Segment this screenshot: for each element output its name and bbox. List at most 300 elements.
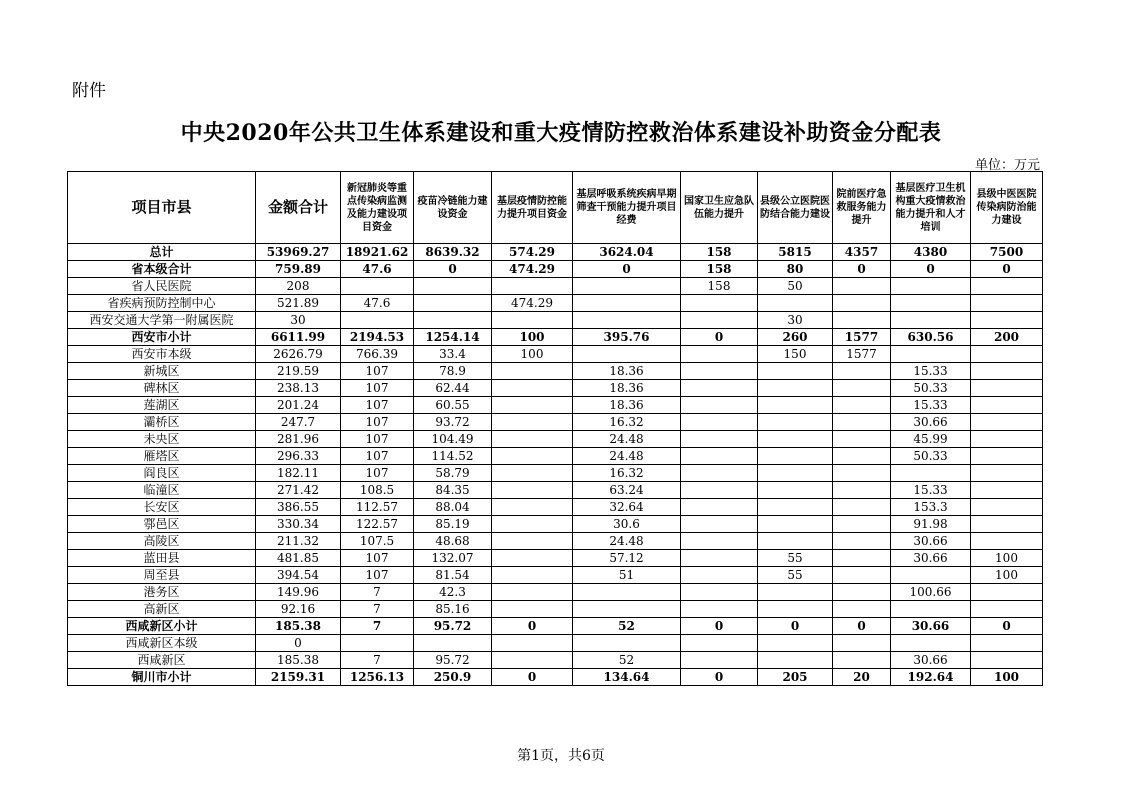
value-cell: 62.44 [414,380,492,397]
value-cell [833,278,891,295]
value-cell [492,448,573,465]
value-cell [758,601,833,618]
header-col-4: 基层疫情防控能力提升项目资金 [492,172,573,244]
value-cell: 149.96 [256,584,341,601]
value-cell [833,414,891,431]
value-cell: 208 [256,278,341,295]
value-cell [758,584,833,601]
value-cell: 107.5 [341,533,414,550]
value-cell: 60.55 [414,397,492,414]
table-row [68,652,1043,669]
value-cell [833,499,891,516]
value-cell: 95.72 [414,652,492,669]
value-cell [971,448,1043,465]
value-cell [891,567,971,584]
value-cell: 107 [341,431,414,448]
value-cell: 18.36 [573,380,681,397]
value-cell [833,397,891,414]
value-cell [758,363,833,380]
value-cell [971,499,1043,516]
value-cell: 63.24 [573,482,681,499]
row-label-cell: 雁塔区 [68,448,256,465]
value-cell [492,431,573,448]
value-cell: 18.36 [573,397,681,414]
value-cell [971,414,1043,431]
value-cell [971,346,1043,363]
value-cell: 57.12 [573,550,681,567]
page-footer: 第1页，共6页 [517,748,605,764]
value-cell: 630.56 [891,329,971,346]
value-cell [971,380,1043,397]
table-subtotal-row [68,669,1043,686]
value-cell [573,278,681,295]
value-cell [833,295,891,312]
value-cell: 481.85 [256,550,341,567]
value-cell [833,465,891,482]
value-cell: 2626.79 [256,346,341,363]
value-cell [492,465,573,482]
value-cell [971,363,1043,380]
header-project-county: 项目市县 [68,172,256,244]
value-cell: 521.89 [256,295,341,312]
value-cell: 281.96 [256,431,341,448]
value-cell: 24.48 [573,533,681,550]
value-cell: 16.32 [573,465,681,482]
value-cell [681,516,758,533]
value-cell [758,652,833,669]
value-cell [681,601,758,618]
value-cell: 0 [833,261,891,278]
value-cell [681,448,758,465]
value-cell: 78.9 [414,363,492,380]
value-cell: 107 [341,550,414,567]
value-cell [971,295,1043,312]
value-cell: 50 [758,278,833,295]
value-cell [681,652,758,669]
value-cell: 100 [492,346,573,363]
document-title: 中央2020年公共卫生体系建设和重大疫情防控救治体系建设补助资金分配表 [180,120,942,146]
table-row [68,312,1043,329]
value-cell: 158 [681,278,758,295]
value-cell: 0 [256,635,341,652]
value-cell [341,635,414,652]
value-cell: 182.11 [256,465,341,482]
header-col-10: 县级中医医院传染病防治能力建设 [971,172,1043,244]
value-cell: 0 [492,669,573,686]
table-row [68,550,1043,567]
value-cell: 0 [681,329,758,346]
value-cell: 394.54 [256,567,341,584]
row-label-cell: 临潼区 [68,482,256,499]
value-cell [414,295,492,312]
value-cell [833,516,891,533]
value-cell: 260 [758,329,833,346]
unit-label: 单位：万元 [974,158,1040,173]
value-cell: 219.59 [256,363,341,380]
value-cell [573,584,681,601]
value-cell [833,431,891,448]
header-col-5: 基层呼吸系统疾病早期筛查干预能力提升项目经费 [573,172,681,244]
value-cell: 16.32 [573,414,681,431]
value-cell [573,295,681,312]
value-cell [833,312,891,329]
value-cell: 185.38 [256,618,341,635]
value-cell: 80 [758,261,833,278]
value-cell [971,516,1043,533]
value-cell: 107 [341,448,414,465]
table-row [68,516,1043,533]
table-row [68,414,1043,431]
value-cell [681,363,758,380]
value-cell: 52 [573,652,681,669]
value-cell: 200 [971,329,1043,346]
value-cell: 100 [971,567,1043,584]
value-cell: 95.72 [414,618,492,635]
value-cell: 4380 [891,244,971,261]
value-cell [891,635,971,652]
value-cell [833,363,891,380]
value-cell: 51 [573,567,681,584]
value-cell: 100 [971,669,1043,686]
value-cell [681,346,758,363]
value-cell: 15.33 [891,482,971,499]
value-cell: 386.55 [256,499,341,516]
table-subtotal-row [68,261,1043,278]
row-label-cell: 省疾病预防控制中心 [68,295,256,312]
value-cell: 88.04 [414,499,492,516]
table-row [68,499,1043,516]
value-cell [758,448,833,465]
attachment-label: 附件 [72,81,106,101]
row-label-cell: 碑林区 [68,380,256,397]
value-cell: 30 [256,312,341,329]
value-cell [492,533,573,550]
value-cell: 33.4 [414,346,492,363]
value-cell: 32.64 [573,499,681,516]
value-cell: 50.33 [891,448,971,465]
value-cell [681,533,758,550]
value-cell: 30 [758,312,833,329]
value-cell: 2194.53 [341,329,414,346]
value-cell [492,380,573,397]
value-cell [681,465,758,482]
value-cell: 107 [341,363,414,380]
value-cell: 0 [414,261,492,278]
value-cell: 55 [758,550,833,567]
row-label-cell: 西安市小计 [68,329,256,346]
value-cell: 0 [971,618,1043,635]
value-cell [492,414,573,431]
value-cell: 18.36 [573,363,681,380]
table-row [68,482,1043,499]
value-cell: 47.6 [341,295,414,312]
table-row [68,584,1043,601]
value-cell [681,295,758,312]
value-cell: 100.66 [891,584,971,601]
value-cell: 185.38 [256,652,341,669]
row-label-cell: 新城区 [68,363,256,380]
row-label-cell: 铜川市小计 [68,669,256,686]
value-cell: 7 [341,618,414,635]
value-cell [492,567,573,584]
table-row [68,533,1043,550]
value-cell: 50.33 [891,380,971,397]
value-cell [492,397,573,414]
value-cell: 107 [341,414,414,431]
value-cell: 107 [341,465,414,482]
value-cell [681,380,758,397]
value-cell: 158 [681,261,758,278]
value-cell: 1256.13 [341,669,414,686]
value-cell [833,567,891,584]
value-cell: 30.66 [891,550,971,567]
value-cell [833,533,891,550]
value-cell [971,601,1043,618]
table-row [68,567,1043,584]
value-cell: 0 [891,261,971,278]
value-cell: 100 [492,329,573,346]
row-label-cell: 周至县 [68,567,256,584]
value-cell: 42.3 [414,584,492,601]
row-label-cell: 西安市本级 [68,346,256,363]
value-cell: 132.07 [414,550,492,567]
value-cell [681,397,758,414]
value-cell [758,431,833,448]
value-cell: 122.57 [341,516,414,533]
value-cell: 0 [681,669,758,686]
value-cell [341,312,414,329]
value-cell: 1254.14 [414,329,492,346]
value-cell: 24.48 [573,431,681,448]
value-cell: 48.68 [414,533,492,550]
value-cell [758,380,833,397]
table-row [68,397,1043,414]
table-row [68,346,1043,363]
row-label-cell: 西咸新区 [68,652,256,669]
value-cell [414,312,492,329]
value-cell: 30.66 [891,618,971,635]
value-cell [833,601,891,618]
table-row [68,601,1043,618]
value-cell: 58.79 [414,465,492,482]
value-cell: 24.48 [573,448,681,465]
table-row [68,448,1043,465]
value-cell: 81.54 [414,567,492,584]
row-label-cell: 灞桥区 [68,414,256,431]
value-cell: 15.33 [891,397,971,414]
table-row [68,380,1043,397]
header-col-3: 疫苗冷链能力建设资金 [414,172,492,244]
value-cell [492,635,573,652]
value-cell [758,516,833,533]
value-cell: 45.99 [891,431,971,448]
value-cell: 53969.27 [256,244,341,261]
value-cell [492,516,573,533]
row-label-cell: 港务区 [68,584,256,601]
value-cell [681,414,758,431]
value-cell: 30.6 [573,516,681,533]
value-cell: 114.52 [414,448,492,465]
value-cell [758,533,833,550]
value-cell [573,635,681,652]
value-cell: 153.3 [891,499,971,516]
value-cell [971,431,1043,448]
value-cell: 30.66 [891,414,971,431]
value-cell [971,482,1043,499]
value-cell: 271.42 [256,482,341,499]
value-cell [681,635,758,652]
value-cell [891,465,971,482]
value-cell [492,652,573,669]
value-cell [681,482,758,499]
table-row [68,635,1043,652]
value-cell: 766.39 [341,346,414,363]
table-row [68,363,1043,380]
value-cell [758,499,833,516]
value-cell: 91.98 [891,516,971,533]
value-cell [833,550,891,567]
value-cell [414,278,492,295]
value-cell: 0 [833,618,891,635]
value-cell: 7 [341,584,414,601]
value-cell: 85.19 [414,516,492,533]
value-cell: 104.49 [414,431,492,448]
row-label-cell: 高新区 [68,601,256,618]
value-cell: 92.16 [256,601,341,618]
value-cell: 474.29 [492,261,573,278]
value-cell: 0 [971,261,1043,278]
row-label-cell: 鄠邑区 [68,516,256,533]
value-cell [971,465,1043,482]
value-cell: 201.24 [256,397,341,414]
value-cell: 108.5 [341,482,414,499]
value-cell: 2159.31 [256,669,341,686]
value-cell: 107 [341,567,414,584]
table-header-row [68,172,1043,244]
value-cell: 247.7 [256,414,341,431]
value-cell: 84.35 [414,482,492,499]
table-row [68,431,1043,448]
value-cell: 112.57 [341,499,414,516]
value-cell [573,346,681,363]
value-cell: 47.6 [341,261,414,278]
value-cell [573,312,681,329]
value-cell: 574.29 [492,244,573,261]
row-label-cell: 未央区 [68,431,256,448]
value-cell: 0 [758,618,833,635]
row-label-cell: 西咸新区小计 [68,618,256,635]
row-label-cell: 莲湖区 [68,397,256,414]
value-cell [492,482,573,499]
row-label-cell: 总计 [68,244,256,261]
row-label-cell: 长安区 [68,499,256,516]
value-cell: 395.76 [573,329,681,346]
value-cell: 330.34 [256,516,341,533]
row-label-cell: 西安交通大学第一附属医院 [68,312,256,329]
value-cell [341,278,414,295]
value-cell [681,550,758,567]
row-label-cell: 西咸新区本级 [68,635,256,652]
row-label-cell: 蓝田县 [68,550,256,567]
value-cell: 7 [341,601,414,618]
header-col-7: 县级公立医院医防结合能力建设 [758,172,833,244]
value-cell [971,652,1043,669]
value-cell [758,414,833,431]
value-cell [833,448,891,465]
header-col-6: 国家卫生应急队伍能力提升 [681,172,758,244]
value-cell [891,295,971,312]
table-subtotal-row [68,244,1043,261]
allocation-table [67,171,1043,686]
value-cell: 6611.99 [256,329,341,346]
value-cell: 134.64 [573,669,681,686]
value-cell [492,363,573,380]
value-cell [492,584,573,601]
value-cell [971,397,1043,414]
table-subtotal-row [68,329,1043,346]
value-cell [492,601,573,618]
value-cell [573,601,681,618]
value-cell: 8639.32 [414,244,492,261]
row-label-cell: 省本级合计 [68,261,256,278]
value-cell [891,278,971,295]
value-cell [758,465,833,482]
value-cell: 192.64 [891,669,971,686]
value-cell: 107 [341,397,414,414]
value-cell [971,312,1043,329]
value-cell: 0 [681,618,758,635]
value-cell: 158 [681,244,758,261]
row-label-cell: 高陵区 [68,533,256,550]
table-body [68,244,1043,686]
value-cell [758,635,833,652]
value-cell [492,550,573,567]
value-cell: 18921.62 [341,244,414,261]
value-cell: 20 [833,669,891,686]
value-cell: 100 [971,550,1043,567]
value-cell [681,431,758,448]
value-cell: 7500 [971,244,1043,261]
value-cell: 5815 [758,244,833,261]
header-col-8: 院前医疗急救服务能力提升 [833,172,891,244]
value-cell: 93.72 [414,414,492,431]
value-cell: 1577 [833,329,891,346]
value-cell [971,278,1043,295]
value-cell [681,312,758,329]
value-cell [681,584,758,601]
value-cell [758,295,833,312]
value-cell [492,312,573,329]
value-cell [492,499,573,516]
header-col-2: 新冠肺炎等重点传染病监测及能力建设项目资金 [341,172,414,244]
row-label-cell: 阎良区 [68,465,256,482]
value-cell: 150 [758,346,833,363]
row-label-cell: 省人民医院 [68,278,256,295]
value-cell: 7 [341,652,414,669]
value-cell [414,635,492,652]
value-cell [833,652,891,669]
value-cell: 0 [492,618,573,635]
value-cell [891,312,971,329]
value-cell: 3624.04 [573,244,681,261]
table-row [68,295,1043,312]
value-cell [681,567,758,584]
value-cell: 85.16 [414,601,492,618]
value-cell [681,499,758,516]
table-subtotal-row [68,618,1043,635]
value-cell: 1577 [833,346,891,363]
value-cell: 474.29 [492,295,573,312]
